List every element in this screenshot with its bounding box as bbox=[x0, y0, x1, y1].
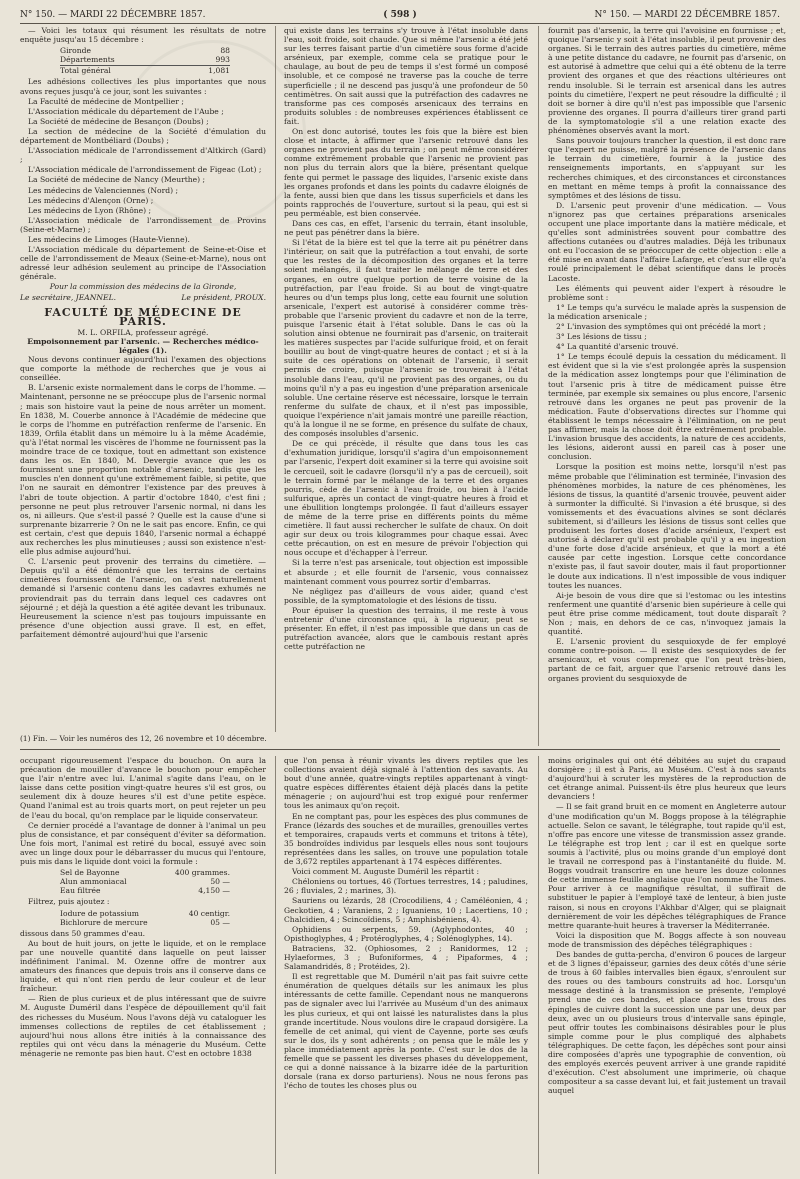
formula-table bbox=[60, 868, 230, 895]
section-title: FACULTÉ DE MÉDECINE DE PARIS. bbox=[44, 305, 242, 328]
section-rule bbox=[20, 749, 780, 750]
tally-row bbox=[60, 55, 230, 64]
society-item: La section de médecine de la Société d'émulation du département de Montbéliard (Doubs) ; bbox=[20, 126, 266, 146]
author-line: M. L. ORFILA, professeur agrégé. bbox=[77, 327, 209, 337]
list-item: Ophidiens ou serpents, 59. (Aglyphodontes, 40 ; Opisthoglyphes, 4 ; Protéroglyphes, 4 ; Solénoglyphes, 14). bbox=[284, 924, 528, 943]
body-paragraph: Ce dernier procédé a l'avantage de donner à l'animal un peu plus de consistance, et par conséquent d'éviter sa déformation. Une fois mort, l'animal est retiré du bocal, essuyé avec soin avec un linge doux pour le débarrasser du mucus qui l'entoure, puis mis dans le liquide dont voici la formule : bbox=[20, 820, 266, 867]
formula-table bbox=[60, 909, 230, 927]
column-divider bbox=[538, 26, 539, 746]
body-paragraph: De ce qui précède, il résulte que dans tous les cas d'exhumation juridique, lorsqu'il s'agira d'un empoisonnement par l'arsenic, l'expert doit examiner si la terre qui avoisine soit le cercueil, soit le cadavre (lorsqu'il n'y a pas de cercueil), soit le terrain formé par le mélange de la terre et des organes pourris, cède de l'arsenic à l'eau froide, ou bien à l'acide sulfurique, après un contact de vingt-quatre heures à froid et une ébullition longtemps prolongée. Il faut d'ailleurs essayer de même de la terre prise en différents points du même cimetière. Il faut aussi rechercher le sulfate de chaux. On doit agir sur deux ou trois kilogrammes pour chaque essai. Avec cette précaution, on est en mesure de prévoir l'objection qui nous occupe et d'échapper à l'erreur. bbox=[284, 439, 528, 558]
list-item: 2° L'invasion des symptômes qui ont précédé la mort ; bbox=[556, 322, 766, 331]
intro-paragraph: — Voici les totaux qui résument les résultats de notre enquête jusqu'au 15 décembre : bbox=[20, 26, 266, 45]
society-item: La Faculté de médecine de Montpellier ; bbox=[28, 96, 184, 106]
list-item: 3° Les lésions de tissu ; bbox=[556, 332, 647, 342]
list-item: Batraciens, 32. (Ophiosomes, 2 ; Ranidormes, 12 ; Hylaeformes, 3 ; Bufoniformes, 4 ; Pipaformes, 4 ; Salamandridés, 8 ; Protéides, 2). bbox=[284, 943, 528, 972]
society-item: L'Association médicale du département de Seine-et-Oise et celle de l'arrondissement de Meaux (Seine-et-Marne), nous ont adressé leur adhésion seulement au principe de l'Association générale. bbox=[20, 245, 266, 282]
column-6 bbox=[548, 756, 786, 1174]
body-paragraph: qui existe dans les terrains s'y trouve à l'état insoluble dans l'eau, soit froide, soit chaude. Que si même l'arsenic a été jeté sur les terres faisant partie d'un cimetière sous forme d'acide arsénieux, par exemple, comme cela se pratique pour le chaulage, au bout de peu de temps il s'est formé un composé insoluble, et ce composé ne traverse pas la couche de terre superficielle ; il ne descend pas jusqu'à une profondeur de 50 centimètres. On sait aussi que la putréfaction des cadavres ne transforme pas ces composés arsenicaux des terrains en produits solubles : de nombreuses expériences établissent ce fait. bbox=[284, 26, 528, 126]
body-paragraph: moins originales qui ont été débitées au sujet du crapaud dorsigère ; il est à Paris, au Muséum. C'est à nos savants d'aujourd'hui à scruter les mystères de la reproduction de cet étrange animal. Puissent-ils être plus heureux que leurs devanciers ! bbox=[548, 756, 786, 802]
body-paragraph: D. L'arsenic peut provenir d'une médication. — Vous n'ignorez pas que certaines préparations arsenicales occupent une place importante dans la matière médicale, et qu'elles sont administrées souvent pour combattre des affections cutanées ou d'autres maladies. Déjà les tribunaux ont eu l'occasion de se préoccuper de cette objection : elle a été mise en avant dans l'affaire Lafarge, et c'est sur elle qu'a roulé principalement le débat scientifique dans le procès Lacoste. bbox=[548, 200, 786, 283]
body-paragraph: Au bout de huit jours, on jette le liquide, et on le remplace par une nouvelle quantité dans laquelle on peut laisser indéfiniment l'animal. M. Ozenne offre de montrer aux amateurs des finances que depuis trois ans il conserve dans ce liquide, et qui n'ont rien perdu de leur couleur et de leur fraîcheur. bbox=[20, 938, 266, 994]
formula-label: Bichlorure de mercure bbox=[60, 917, 148, 927]
formula-row bbox=[60, 886, 230, 895]
society-item: Les médecins d'Alençon (Orne) ; bbox=[28, 195, 154, 205]
tally-value: 993 bbox=[215, 55, 230, 65]
header-left: N° 150. — MARDI 22 DÉCEMBRE 1857. bbox=[20, 10, 206, 20]
formula-row bbox=[60, 877, 230, 886]
page-number: ( 598 ) bbox=[383, 10, 417, 20]
body-paragraph: B. L'arsenic existe normalement dans le corps de l'homme. — Maintenant, personne ne se préoccupe plus de l'arsenic normal ; mais son histoire vaut la peine de nous arrêter un moment. En 1838, M. Couerbe annonce à l'Académie de médecine que le corps de l'homme en putréfaction renferme de l'arsenic. En 1839, Orfila établit dans un mémoire lu à la même Académie, qu'à l'état normal les viscères de l'homme ne fournissent pas la moindre trace de ce toxique, tout en admettant son existence dans les os. En 1840, M. Devergie avance que les os fournissent une proportion notable d'arsenic, tandis que les muscles n'en donnent qu'une extrêmement faible, si petite, que l'on ne saurait en démontrer l'existence par des preuves à l'abri de toute objection. A partir d'octobre 1840, c'est fini ; personne ne peut plus retrouver l'arsenic normal, ni dans les os, ni ailleurs. Que s'est-il passé ? Quelle est la cause d'une si surprenante bizarrerie ? On ne le sait pas encore. Enfin, ce qui est certain, c'est que depuis 1840, l'arsenic normal a échappé aux recherches les plus minutieuses ; aussi son existence n'est-elle plus admise aujourd'hui. bbox=[20, 383, 266, 557]
header-rule bbox=[20, 23, 780, 24]
formula-value: 05 — bbox=[210, 917, 230, 927]
body-paragraph: Ai-je besoin de vous dire que si l'estomac ou les intestins renferment une quantité d'arsenic bien supérieure à celle qui peut être prise comme médicament, tout doute disparaît ? Non ; mais, en dehors de ce cas, n'invoquez jamais la quantité. bbox=[548, 590, 786, 637]
society-item: La Société de médecine de Nancy (Meurthe) ; bbox=[28, 175, 206, 185]
body-paragraph: — Il se fait grand bruit en ce moment en Angleterre autour d'une modification qu'un M. Boggs propose à la télégraphie actuelle. Selon ce savant, le télégraphe, tout rapide qu'il est, n'offre pas encore une vitesse de transmission assez grande. Le télégraphe est trop lent ; car il est en quelque sorte soumis à l'activité, plus ou moins grande d'un employé dont le travail ne correspond pas à l'instantanéité du fluide. M. Boggs voudrait transcrire en une heure les douze colonnes de cette immense feuille anglaise que l'on nomme the Times. Pour arriver à ce magnifique résultat, il suffirait de substituer le papier à l'employé taxé de lenteur, à bien juste raison, si nous en croyons l'Akhbar d'Alger, qui se plaignait dernièrement de voir les dépêches télégraphiques de France mettre quarante-huit heures à traverser la Méditerranée. bbox=[548, 802, 786, 930]
tally-table bbox=[60, 46, 230, 75]
formula-row bbox=[60, 868, 230, 877]
body-paragraph: Si la terre n'est pas arsenicale, tout objection est impossible et absurde ; et elle fournit de l'arsenic, vous connaissez maintenant comment vous pourrez sortir d'embarras. bbox=[284, 558, 528, 586]
column-3 bbox=[548, 26, 786, 746]
body-paragraph: occupant rigoureusement l'espace du bouchon. On aura la précaution de mouiller d'avance le bouchon pour empêcher que l'air n'entre avec lui. L'animal s'agite dans l'eau, on le laisse dans cette position vingt-quatre heures s'il est gros, ou seulement dix à douze heures s'il est d'une petite espèce. Quand l'animal est au trois quarts mort, on peut rejeter un peu de l'eau du bocal, qu'on remplace par le liquide conservateur. bbox=[20, 756, 266, 820]
body-paragraph: Voici comment M. Auguste Duméril les répartit : bbox=[292, 867, 479, 877]
formula-row bbox=[60, 918, 230, 927]
formula-label: Eau filtrée bbox=[60, 886, 101, 896]
societies-intro: Les adhésions collectives les plus importantes que nous avons reçues jusqu'à ce jour, sont les suivantes : bbox=[20, 77, 266, 96]
lecture-title: Empoisonnement par l'arsenic. — Recherches médico-légales (1). bbox=[27, 336, 259, 355]
body-paragraph: dissous dans 50 grammes d'eau. bbox=[20, 928, 146, 938]
column-5 bbox=[284, 756, 528, 1174]
body-paragraph: Lorsque la position est moins nette, lorsqu'il n'est pas même probable que l'élimination est terminée, l'invasion des phénomènes morbides, la nature de ces phénomènes, les lésions de tissus, la quantité d'arsenic trouvée, peuvent aider à surmonter la difficulté. Si l'invasion a été brusque, si des vomissements et des évacuations alvines se sont déclarés subitement, si d'ailleurs les lésions de tissus sont celles que produisent les fortes doses d'acide arsénieux, l'expert est autorisé à déclarer qu'il est probable qu'il y a eu ingestion d'une forte dose d'acide arsénieux, et que la mort a été causée par cette ingestion. Lorsque cette concordance n'existe pas, il faut savoir douter, mais il faut proportionner le doute aux indications. Il n'est impossible de vous indiquer toutes les nuances. bbox=[548, 462, 786, 590]
body-paragraph: Filtrez, puis ajoutez : bbox=[28, 897, 110, 907]
column-2 bbox=[284, 26, 528, 732]
body-paragraph: C. L'arsenic peut provenir des terrains du cimetière. — Depuis qu'il a été démontré que les terrains de certains cimetières fournissent de l'arsenic, on s'est naturellement demandé si l'arsenic contenu dans les cadavres exhumés ne proviendrait pas du terrain dans lequel ces cadavres ont séjourné ; et déjà la question a été agitée devant les tribunaux. Heureusement la science n'est pas toujours impuissante en présence d'une objection aussi grave. Il est, en effet, parfaitement démontré aujourd'hui que l'arsenic bbox=[20, 557, 266, 639]
header-right: N° 150. — MARDI 22 DÉCEMBRE 1857. bbox=[594, 10, 780, 20]
formula-row bbox=[60, 909, 230, 918]
body-paragraph: Dans ces cas, en effet, l'arsenic du terrain, étant insoluble, ne peut pas pénétrer dans la bière. bbox=[284, 218, 528, 238]
society-item: L'Association médicale de l'arrondissement d'Altkirch (Gard) ; bbox=[20, 146, 266, 165]
body-paragraph: Ne négligez pas d'ailleurs de vous aider, quand c'est possible, de la symptomatologie et des lésions de tissu. bbox=[284, 586, 528, 605]
page-header bbox=[20, 8, 780, 22]
formula-value: 400 grammes. bbox=[174, 868, 230, 878]
tally-value: 1,081 bbox=[208, 66, 230, 76]
column-divider bbox=[275, 756, 276, 1174]
formula-label: Alun ammoniacal bbox=[60, 877, 127, 887]
tally-total-row bbox=[60, 65, 230, 75]
body-paragraph: Sans pouvoir toujours trancher la question, il est donc rare que l'expert ne puisse, malgré la présence de l'arsenic dans le terrain du cimetière, fournir à la justice des renseignements importants, en s'appuyant sur les recherches chimiques, et des circonstances et circonstances en mettant en même temps à profit la connaissance des symptômes et des lésions de tissu. bbox=[548, 136, 786, 200]
society-item: La Société de médecine de Besançon (Doubs) ; bbox=[28, 116, 209, 126]
tally-label: Gironde bbox=[60, 46, 91, 56]
body-paragraph: que l'on pensa à réunir vivants les divers reptiles que les collections avaient déjà signalé à l'attention des savants. Au bout d'une année, quatre-vingts reptiles appartenant à vingt-quatre espèces différentes étaient déjà placés dans la petite ménagerie ; on aujourd'hui est trop exigué pour renfermer tous les animaux qu'on reçoit. bbox=[284, 756, 528, 811]
society-item: Les médecins de Valenciennes (Nord) ; bbox=[28, 185, 179, 195]
column-divider bbox=[538, 756, 539, 1174]
society-item: Les médecins de Lyon (Rhône) ; bbox=[28, 205, 152, 215]
list-item: Sauriens ou lézards, 28 (Crocodiliens, 4 ; Caméléonien, 4 ; Geckotien, 4 ; Varaniens, 2 ; Iguaniens, 10 ; Lacertiens, 10 ; Chalcidien, 4 ; Scincoïdiens, 5 ; Amphisbéniens, 4). bbox=[284, 896, 528, 924]
signatures bbox=[20, 293, 266, 302]
body-paragraph: E. L'arsenic provient du sesquioxyde de fer employé comme contre-poison. — Il existe des sesquioxydes de fer arsenicaux, et vous comprenez que l'on peut très-bien, partant de ce fait, arguer que l'arsenic retrouvé dans les organes provient du sesquioxyde de bbox=[548, 637, 786, 683]
body-paragraph: Nous devons continuer aujourd'hui l'examen des objections que comporte la méthode de recherches que je vous ai conseillée. bbox=[20, 355, 266, 383]
body-paragraph: Si l'état de la bière est tel que la terre ait pu pénétrer dans l'intérieur, on sait que la putréfaction a tout envahi, de sorte que les restes de la décomposition des organes et la terre soient mélangés, il faut traiter le mélange de terre et des organes, en outre quelque portion de terre voisine de la putréfaction, par l'eau froide. Si au bout de vingt-quatre heures ou d'un temps plus long, cette eau fournit une solution arsenicale, l'expert est autorisé à considérer comme très-probable que l'arsenic provient du cadavre et non de la terre, puisque l'arsenic était à l'état soluble. Dans le cas où la solution ainsi obtenue ne fournirait pas d'arsenic, on traiterait les matières suspectes par l'acide sulfurique froid, et on ferait bouillir au bout de vingt-quatre heures de contact ; et si à la suite de ces opérations on obtenait de l'arsenic, il serait permis de croire, puisque l'arsenic se trouverait à l'état insoluble dans l'eau, qu'il ne provient pas des organes, ou du moins qu'il n'y a pas eu ingestion d'une préparation arsenicale soluble. Une certaine réserve est nécessaire, lorsque le terrain renferme du sulfate de chaux, et il n'est pas impossible, quoique l'expérience n'ait jamais montré une pareille réaction, qu'à la longue il ne se forme, en présence du sulfate de chaux, des composés insolubles d'arsenic. bbox=[284, 238, 528, 439]
body-paragraph: 1° Le temps écoulé depuis la cessation du médicament. Il est évident que si la vie s'est prolongée après la suspension de la médication assez longtemps pour que l'élimination de tout l'arsenic pris à titre de médicament puisse être terminée, par exemple six semaines ou plus encore, l'arsenic retrouvé dans les organes ne peut pas provenir de la médication. Faute d'observations directes sur l'homme qui établissent le temps nécessaire à l'élimination, on ne peut pas affirmer, mais la chose doit être extrêmement probable. L'invasion brusque des accidents, la nature de ces accidents, les lésions, aideront aussi en pareil cas à poser une conclusion. bbox=[548, 352, 786, 462]
list-item: 1° Le temps qu'a survécu le malade après la suspension de la médication arsenicale ; bbox=[548, 302, 786, 321]
commission-line: Pour la commission des médecins de la Gironde, bbox=[49, 282, 237, 292]
body-paragraph: fournit pas d'arsenic, la terre qui l'avoisine en fournisse ; et, quoique l'arsenic y soit à l'état insoluble, il peut provenir des organes. Si le terrain des autres parties du cimetière, même à une petite distance du cadavre, ne fournit pas d'arsenic, on est autorisé à admettre que celui qui a été obtenu de la terre provient des organes et que des réactions ultérieures ont rendu insoluble. Si le terrain est arsenical dans les autres points du cimetière, l'expert ne peut résoudre la difficulté ; il doit se borner à dire qu'il n'est pas impossible que l'arsenic provienne des organes. Il pourra d'ailleurs tirer grand parti de la symptomatologie s'il a une relation exacte des phénomènes observés avant la mort. bbox=[548, 26, 786, 136]
footnote: (1) Fin. — Voir les numéros des 12, 26 novembre et 10 décembre. bbox=[20, 734, 267, 743]
formula-value: 50 — bbox=[210, 877, 230, 887]
body-paragraph: En ne comptant pas, pour les espèces des plus communes de France (lézards des souches et de murailles, grenouilles vertes et temporaires, crapauds verts et communs et tritons à tête), 35 bondroïdes individus par lesquels elles nous sont toujours représentées dans les salles, on trouve une population totale de 3,672 reptiles appartenant à 174 espèces différentes. bbox=[284, 811, 528, 867]
body-paragraph: Voici la disposition que M. Boggs affecte à son nouveau mode de transmission des dépêches télégraphiques : bbox=[548, 930, 786, 949]
column-4 bbox=[20, 756, 266, 1174]
body-paragraph: Pour épuiser la question des terrains, il me reste à vous entretenir d'une circonstance qui, à la rigueur, peut se présenter. En effet, il n'est pas impossible que dans un cas de putréfaction avancée, alors que le cambouis restant après cette putréfaction ne bbox=[284, 605, 528, 652]
formula-label: Iodure de potassium bbox=[60, 908, 139, 918]
society-item: Les médecins de Limoges (Haute-Vienne). bbox=[28, 234, 190, 244]
list-item: 4° La quantité d'arsenic trouvé. bbox=[556, 342, 679, 352]
society-item: L'Association médicale de l'arrondissement de Figeac (Lot) ; bbox=[28, 165, 262, 175]
body-paragraph: Des bandes de gutta-percha, d'environ 6 pouces de largeur et de 3 lignes d'épaisseur, garnies des deux côtés d'une série de trous à 60 faibles intervalles bien égaux, s'enroulent sur des roues ou des tambours construits ad hoc. Lorsqu'un message destiné à la transmission se présente, l'employé prend une de ces bandes, et place dans les trous des épingles de cuivre dont la succession une par une, deux par deux, avec un ou plusieurs trous d'intervalle sans épingle, peut offrir toutes les combinaisons désirables pour le plus simple comme pour le plus compliqué des alphabets télégraphiques. De cette façon, les dépêches sont pour ainsi dire composées d'après une typographie de convention, où des employés exercés peuvent arriver à une grande rapidité d'exécution. C'est absolument une imprimerie, où chaque compositeur a sa casse devant lui, et fait justement un travail auquel bbox=[548, 949, 786, 1096]
body-paragraph: — Rien de plus curieux et de plus intéressant que de suivre M. Auguste Duméril dans l'espèce de dépouillement qu'il fait des richesses du Muséum. Nous l'avons déjà vu cataloguer les immenses collections de reptiles de cet établissement ; aujourd'hui nous allons être initiés à la connaissance des reptiles qui ont vécu dans la ménagerie du Muséum. Cette ménagerie ne remonte pas bien haut. C'est en octobre 1838 bbox=[20, 994, 266, 1058]
society-item: L'Association médicale du département de l'Aube ; bbox=[28, 106, 224, 116]
tally-row bbox=[60, 46, 230, 55]
body-paragraph: On est donc autorisé, toutes les fois que la bière est bien close et intacte, à affirmer que l'arsenic retrouvé dans les organes ne provient pas du terrain ; on peut même considérer comme extrêmement probable que l'arsenic ne provient pas non plus du terrain alors que la bière, présentant quelque fente qui permet le passage des liquides, l'arsenic existe dans les organes profonds et dans les points du cadavre éloignés de la fente, aussi bien que dans les tissus superficiels et dans les points rapprochés de l'ouverture, surtout si la peau, qui est si peu perméable, est bien conservée. bbox=[284, 127, 528, 218]
secretary-signature: Le secrétaire, JEANNEL. bbox=[20, 292, 117, 302]
formula-value: 4,150 — bbox=[198, 886, 230, 896]
tally-label: Total général bbox=[60, 66, 111, 76]
tally-label: Départements bbox=[60, 55, 115, 65]
body-paragraph: Les éléments qui peuvent aider l'expert à résoudre le problème sont : bbox=[548, 283, 786, 302]
tally-value: 88 bbox=[220, 46, 230, 56]
body-paragraph: Il est regrettable que M. Duméril n'ait pas fait suivre cette énumération de quelques détails sur les animaux les plus intéressants de cette famille. Cependant nous ne manquerons pas de signaler avec lui l'arrivée au Muséum d'un des animaux les plus curieux, et qui ont laissé les naturalistes dans la plus grande incertitude. Nous voulons dire le crapaud dorsigère. La femelle de cet animal, qui vient de Cayenne, porte ses œufs sur le dos, ils y sont adhérents ; on pensa que le mâle les y place immédiatement après la ponte. C'est sur le dos de la femelle que se passent les diverses phases du développement, ce qui a donné naissance à la bizarre idée de la parturition dorsale (rana ex dorso parturiens). Nous ne nous ferons pas l'écho de toutes les choses plus ou bbox=[284, 972, 528, 1091]
column-1 bbox=[20, 26, 266, 746]
formula-label: Sel de Bayonne bbox=[60, 868, 120, 878]
society-item: L'Association médicale de l'arrondissement de Provins (Seine-et-Marne) ; bbox=[20, 215, 266, 234]
formula-value: 40 centigr. bbox=[188, 908, 230, 918]
president-signature: Le président, PROUX. bbox=[181, 292, 266, 302]
list-item: Chéloniens ou tortues, 46 (Tortues terrestres, 14 ; paludines, 26 ; fluviales, 2 ; marines, 3). bbox=[284, 877, 528, 896]
